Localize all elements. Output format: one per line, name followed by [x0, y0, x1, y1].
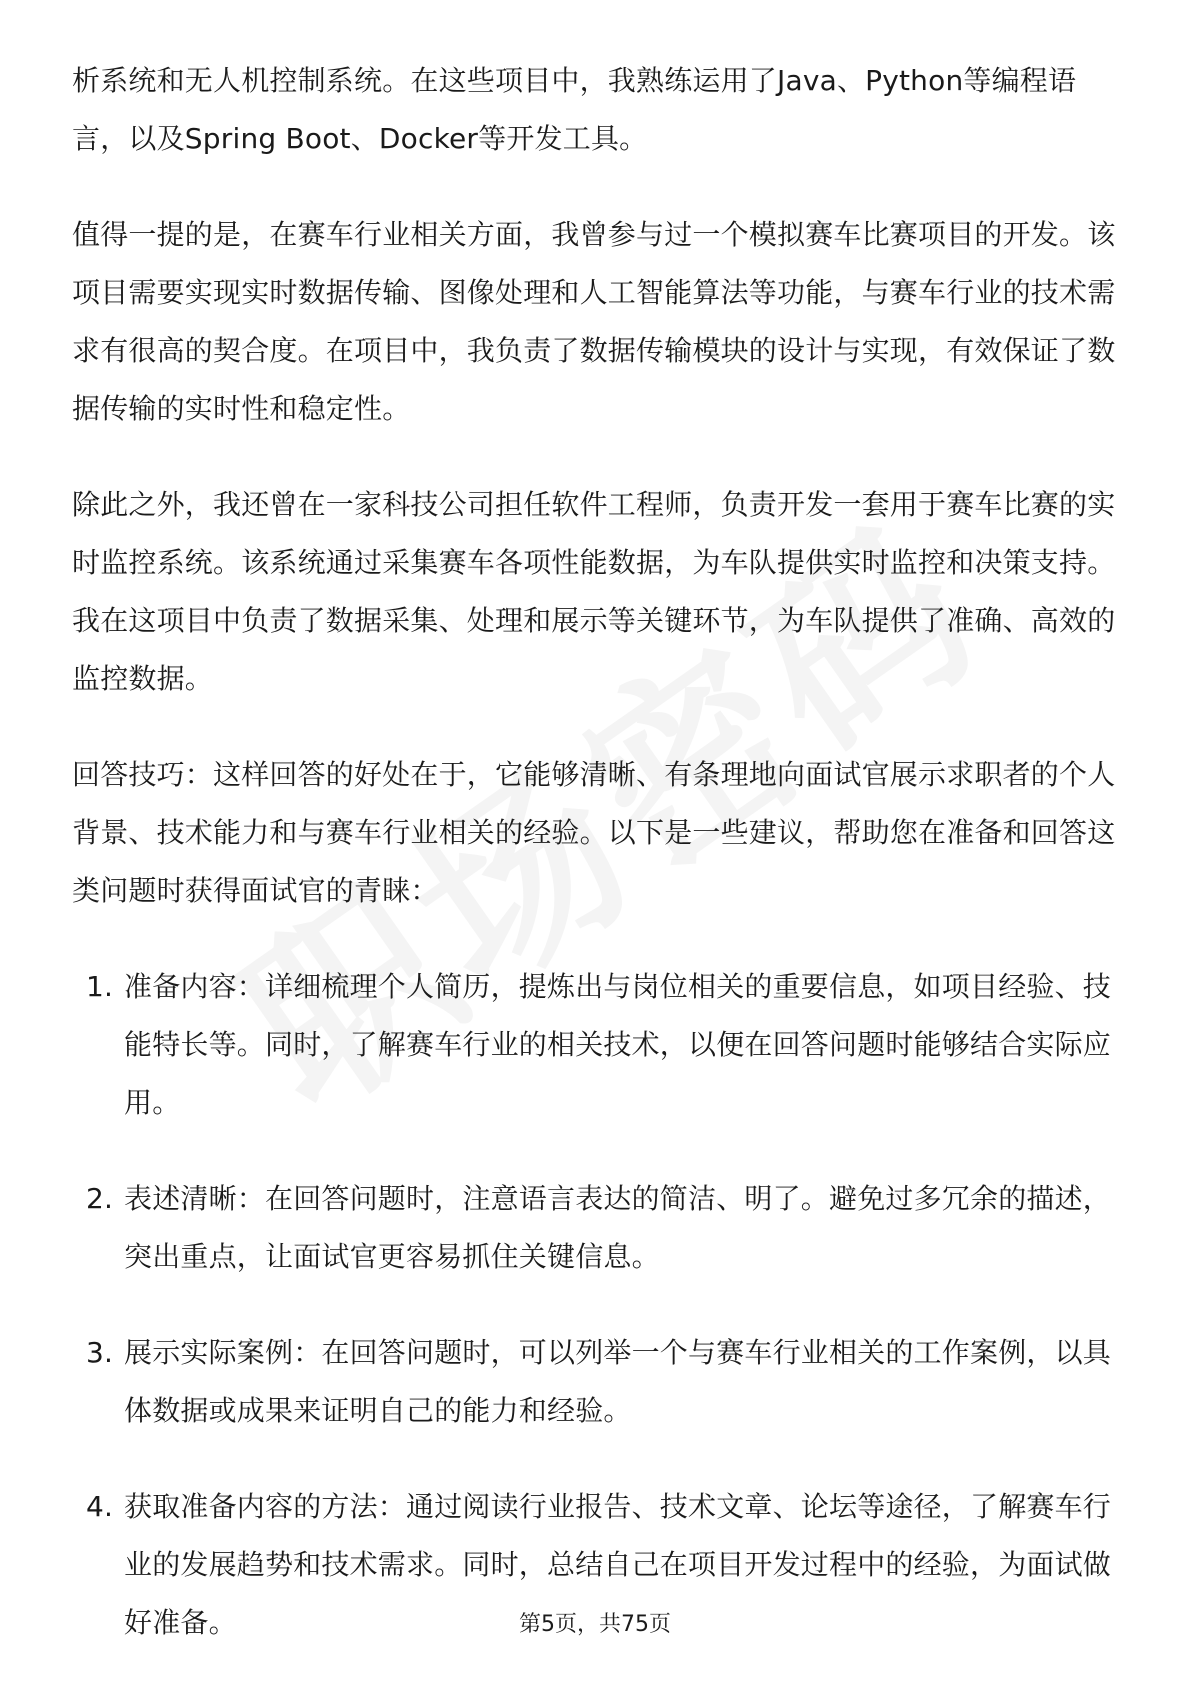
- list-item-number: 4.: [86, 1490, 114, 1523]
- page-footer: 第5页，共75页: [519, 1612, 671, 1637]
- list-item-text: 准备内容：详细梳理个人简历，提炼出与岗位相关的重要信息，如项目经验、技能特长等。同时，了解赛车行业的相关技术，以便在回答问题时能够结合实际应用。: [124, 970, 1112, 1119]
- list-item-number: 1.: [86, 970, 114, 1003]
- list-item-number: 2.: [86, 1182, 114, 1215]
- tips-list: [72, 958, 1122, 1652]
- list-item: [72, 1324, 1122, 1440]
- paragraph-2: 值得一提的是，在赛车行业相关方面，我曾参与过一个模拟赛车比赛项目的开发。该项目需要实现实时数据传输、图像处理和人工智能算法等功能，与赛车行业的技术需求有很高的契合度。在项目中，我负责了数据传输模块的设计与实现，有效保证了数据传输的实时性和稳定性。: [72, 218, 1116, 425]
- list-item-number: 3.: [86, 1336, 114, 1369]
- paragraph-1: 析系统和无人机控制系统。在这些项目中，我熟练运用了Java、Python等编程语言，以及Spring Boot、Docker等开发工具。: [72, 64, 1077, 155]
- document-body: [72, 52, 1122, 1690]
- list-item: [72, 958, 1122, 1132]
- paragraph-3: 除此之外，我还曾在一家科技公司担任软件工程师，负责开发一套用于赛车比赛的实时监控系统。该系统通过采集赛车各项性能数据，为车队提供实时监控和决策支持。我在这项目中负责了数据采集、处理和展示等关键环节，为车队提供了准确、高效的监控数据。: [72, 488, 1116, 695]
- paragraph-4: 回答技巧：这样回答的好处在于，它能够清晰、有条理地向面试官展示求职者的个人背景、技术能力和与赛车行业相关的经验。以下是一些建议，帮助您在准备和回答这类问题时获得面试官的青睐：: [72, 758, 1116, 907]
- list-item: [72, 1170, 1122, 1286]
- list-item-text: 获取准备内容的方法：通过阅读行业报告、技术文章、论坛等途径，了解赛车行业的发展趋势和技术需求。同时，总结自己在项目开发过程中的经验，为面试做好准备。: [124, 1490, 1112, 1639]
- list-item-text: 表述清晰：在回答问题时，注意语言表达的简洁、明了。避免过多冗余的描述，突出重点，让面试官更容易抓住关键信息。: [124, 1182, 1112, 1273]
- list-item-text: 展示实际案例：在回答问题时，可以列举一个与赛车行业相关的工作案例，以具体数据或成果来证明自己的能力和经验。: [124, 1336, 1112, 1427]
